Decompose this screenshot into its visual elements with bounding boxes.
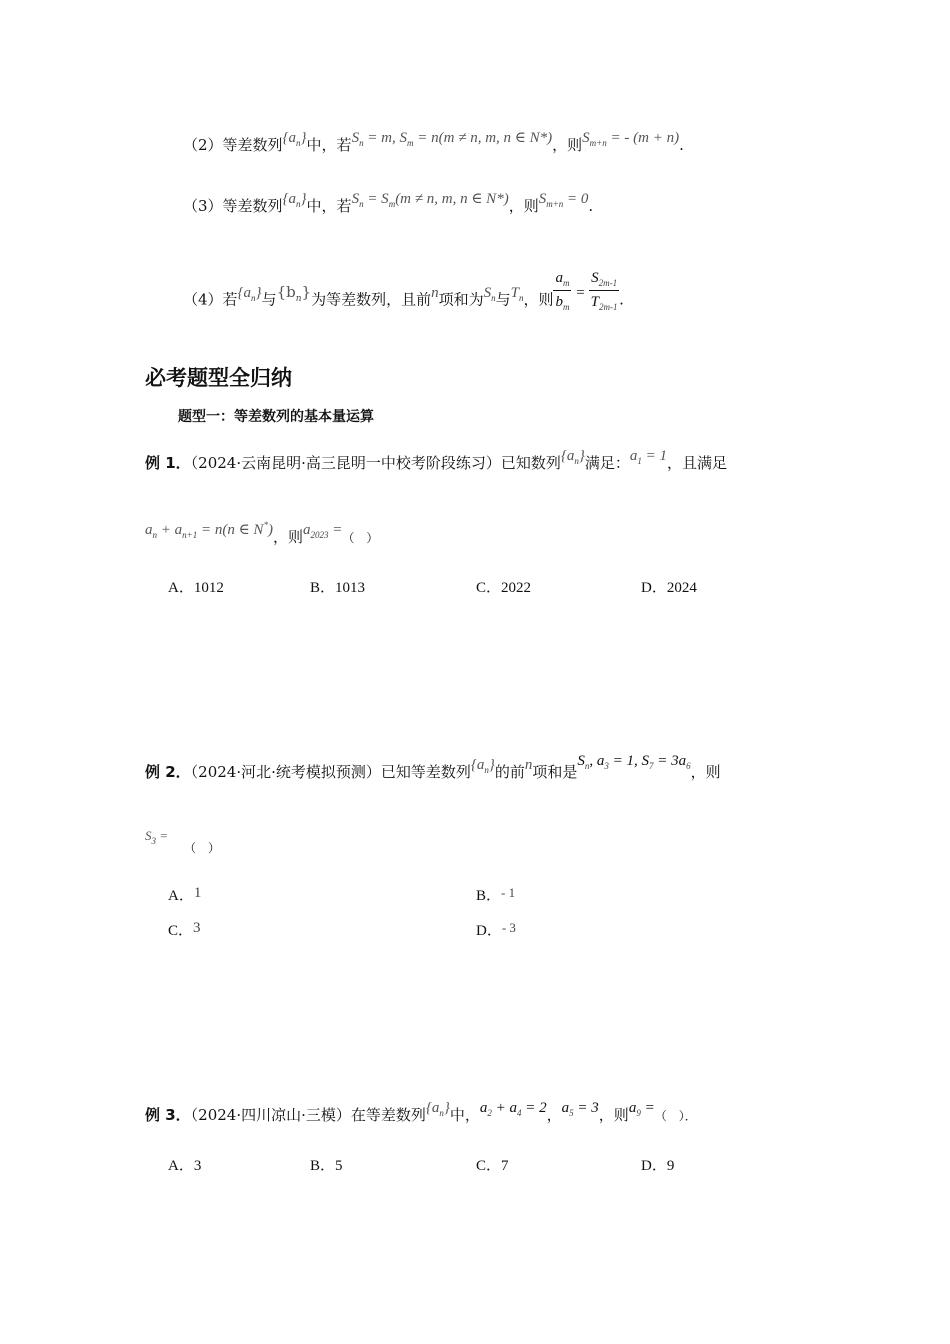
example-2-line-1: 例 2．（2024·河北·统考模拟预测）已知等差数列$\{a_n\}$的前n项和是$S_n$, $a_3 = 1$, $S_7 = 3a_6$，则 [145,753,721,781]
property-4: （4）若$\{a_n\}$与$\{b_n\}$为等差数列，且前n项和为$S_n$与$T_n$，则 $\frac{a_m}{b_m}$ = $\frac{S_{2m-1}}{T_{2m-1}}$ . [183,270,624,312]
seq-a-n: $\{a_n\}$ [560,448,585,466]
seq-a-n: $\{a_n\}$ [425,1100,450,1118]
example-1-option-d[interactable]: D．2024 [641,580,697,596]
example-1-line-1: 例 1．（2024·云南昆明·高三昆明一中校考阶段练习）已知数列$\{a_n\}$满足：$a_1 = 1$，且满足 [145,448,728,472]
fraction-am-bm: $\frac{a_m}{b_m}$ [555,270,570,312]
example-3-option-c[interactable]: C．7 [476,1158,509,1174]
seq-b-n: $\{b_n\}$ [276,282,312,304]
example-3-option-b[interactable]: B．5 [310,1158,343,1174]
seq-a-n: $\{a_n\}$ [282,130,307,148]
seq-a-n: $\{a_n\}$ [237,284,262,303]
formula-a1: $a_1 = 1$ [629,448,668,466]
example-3-option-d[interactable]: D．9 [641,1158,675,1174]
example-1-option-c[interactable]: C．2022 [476,580,532,596]
formula-cond-1: $a_2 + a_4 = 2$ [479,1100,547,1118]
property-2: （2）等差数列$\{a_n\}$中，若$S_n = m$, $S_m = n(m \ne n$, m, n ∈ N*)，则$S_{m+n}$ = - (m + n). [183,130,684,154]
example-2-line-2 [145,825,168,847]
sum-t: $T_n$ [510,284,524,303]
example-2-paren: （ ） [184,841,221,855]
formula-target: $a_9$ = [628,1100,655,1118]
example-3-option-a[interactable]: A．3 [168,1158,202,1174]
example-2-option-a[interactable]: A．1 [168,885,202,904]
subsection-title: 题型一：等差数列的基本量运算 [178,409,374,425]
fraction-s-t: $\frac{S_{2m-1}}{T_{2m-1}}$ [590,270,618,312]
seq-a-n: $\{a_n\}$ [282,191,307,209]
seq-a-n: $\{a_n\}$ [470,757,495,775]
example-2-option-b[interactable]: B．- 1 [476,885,516,904]
example-1-option-b[interactable]: B．1013 [310,580,366,596]
formula-recurrence: $a_n + a_{n+1} = n(n$ ∈ N*) [145,520,273,540]
formula-condition: $S_n = S_m(m \ne n$, m, n ∈ N*) [351,191,509,209]
formula-condition: $S_n = m$, $S_m = n(m \ne n$, m, n ∈ N*) [351,130,553,148]
property-3: （3）等差数列$\{a_n\}$中，若$S_n = S_m(m \ne n$, m, n ∈ N*)，则$S_{m+n} = 0$. [183,191,594,215]
example-3-line-1: 例 3．（2024·四川凉山·三模）在等差数列$\{a_n\}$中，$a_2 + a_4 = 2$，$a_5 = 3$，则$a_9$ =（ ）． [145,1100,697,1124]
formula-target: $S_3$ = [145,828,169,846]
formula-cond-2: $a_5 = 3$ [561,1100,599,1118]
formula-result: $S_{m+n} = 0$ [538,191,589,209]
formula-target: $a_{2023}$ = [302,522,343,540]
example-2-option-c[interactable]: C．3 [168,920,201,939]
example-1-line-2: $a_n + a_{n+1} = n(n$ ∈ N*)，则$a_{2023}$ =（ ） [145,520,379,546]
formula-result: $S_{m+n}$ = - (m + n) [582,130,680,148]
sum-s: $S_n$ [483,284,496,303]
section-title: 必考题型全归纳 [145,366,292,390]
example-1-option-a[interactable]: A．1012 [168,580,224,596]
example-2-option-d[interactable]: D．- 3 [476,920,516,939]
formula-condition: $S_n$, $a_3 = 1$, $S_7 = 3a_6$ [577,753,691,771]
